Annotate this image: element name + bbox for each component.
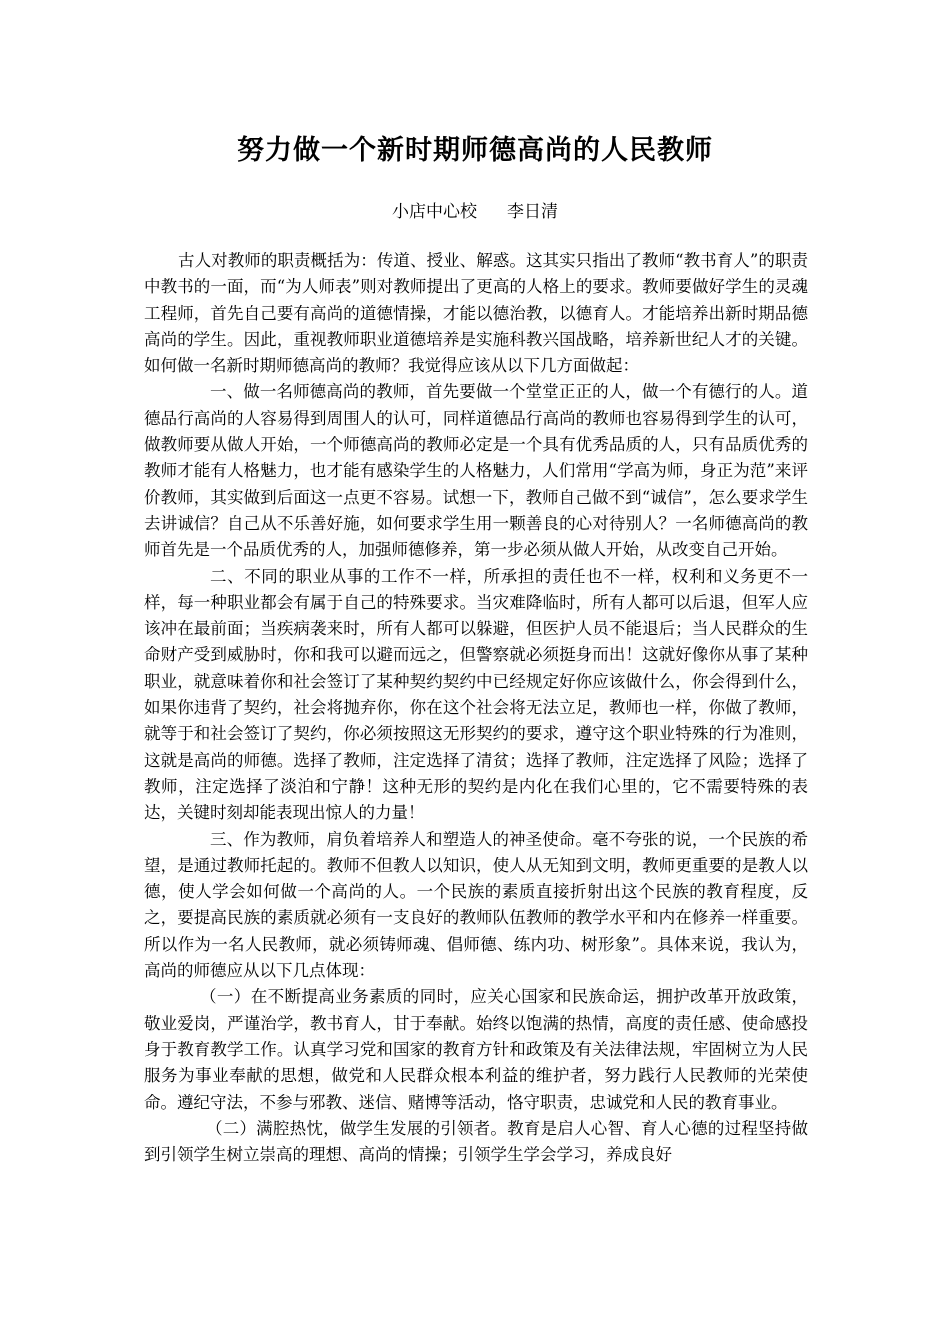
- school-name: 小店中心校: [392, 202, 477, 222]
- paragraph-intro: 古人对教师的职责概括为：传道、授业、解惑。这其实只指出了教师“教书育人”的职责中教书的一面，而“为人师表”则对教师提出了更高的人格上的要求。教师要做好学生的灵魂工程师，首先自己要有高尚的道德情操，才能以德治教，以德育人。才能培养出新时期品德高尚的学生。因此，重视教师职业道德培养是实施科教兴国战略，培养新世纪人才的关键。如何做一名新时期师德高尚的教师？我觉得应该从以下几方面做起：: [144, 251, 808, 376]
- document-body: [144, 248, 808, 1168]
- byline: [0, 199, 950, 225]
- paragraph-point-3: 三、作为教师，肩负着培养人和塑造人的神圣使命。毫不夸张的说，一个民族的希望，是通过教师托起的。教师不但教人以知识，使人从无知到文明，教师更重要的是教人以德，使人学会如何做一个高尚的人。一个民族的素质直接折射出这个民族的教育程度，反之，要提高民族的素质就必须有一支良好的教师队伍教师的教学水平和内在修养一样重要。所以作为一名人民教师，就必须铸师魂、倡师德、练内功、树形象”。具体来说，我认为，高尚的师德应从以下几点体现：: [144, 829, 808, 981]
- paragraph-subpoint-1: （一）在不断提高业务素质的同时，应关心国家和民族命运，拥护改革开放政策，敬业爱岗，严谨治学，教书育人，甘于奉献。始终以饱满的热情，高度的责任感、使命感投身于教育教学工作。认真学习党和国家的教育方针和政策及有关法律法规，牢固树立为人民服务为事业奉献的思想，做党和人民群众根本利益的维护者，努力践行人民教师的光荣使命。遵纪守法，不参与邪教、迷信、赌博等活动，恪守职责，忠诚党和人民的教育事业。: [144, 987, 808, 1112]
- paragraph-point-2: 二、不同的职业从事的工作不一样，所承担的责任也不一样，权利和义务更不一样，每一种职业都会有属于自己的特殊要求。当灾难降临时，所有人都可以后退，但军人应该冲在最前面；当疾病袭来时，所有人都可以躲避，但医护人员不能退后；当人民群众的生命财产受到威胁时，你和我可以避而远之，但警察就必须挺身而出！这就好像你从事了某种职业，就意味着你和社会签订了某种契约契约中已经规定好你应该做什么，你会得到什么，如果你违背了契约，社会将抛弃你，你在这个社会将无法立足，教师也一样，你做了教师，就等于和社会签订了契约，你必须按照这无形契约的要求，遵守这个职业特殊的行为准则，这就是高尚的师德。选择了教师，注定选择了清贫；选择了教师，注定选择了风险；选择了教师，注定选择了淡泊和宁静！这种无形的契约是内化在我们心里的，它不需要特殊的表达，关键时刻却能表现出惊人的力量！: [144, 566, 808, 823]
- author-name: 李日清: [507, 202, 558, 222]
- paragraph-point-1: 一、做一名师德高尚的教师，首先要做一个堂堂正正的人，做一个有德行的人。道德品行高尚的人容易得到周围人的认可，同样道德品行高尚的教师也容易得到学生的认可，做教师要从做人开始，一个师德高尚的教师必定是一个具有优秀品质的人，只有品质优秀的教师才能有人格魅力，也才能有感染学生的人格魅力，人们常用“学高为师，身正为范”来评价教师，其实做到后面这一点更不容易。试想一下，教师自己做不到“诚信”，怎么要求学生去讲诚信？自己从不乐善好施，如何要求学生用一颗善良的心对待别人？一名师德高尚的教师首先是一个品质优秀的人，加强师德修养，第一步必须从做人开始，从改变自己开始。: [144, 382, 808, 560]
- paragraph-subpoint-2: （二）满腔热忱，做学生发展的引领者。教育是启人心智、育人心德的过程坚持做到引领学生树立崇高的理想、高尚的情操；引领学生学会学习，养成良好: [144, 1118, 808, 1165]
- document-title: 努力做一个新时期师德高尚的人民教师: [237, 135, 713, 166]
